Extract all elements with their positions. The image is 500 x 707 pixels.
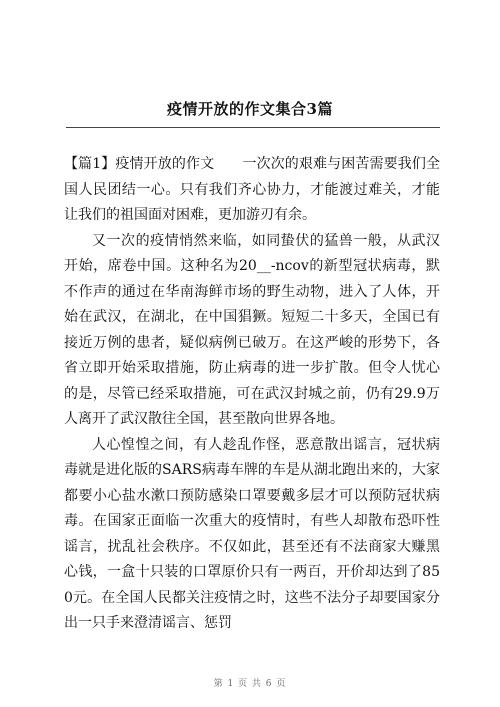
paragraph-2: 又一次的疫情悄然来临，如同蛰伏的猛兽一般，从武汉开始，席卷中国。这种名为20__-ncov的新型冠状病毒，默不作声的通过在华南海鲜市场的野生动物，进入了人体，开始在武汉，在湖北，在中国猖獗。短短二十多天，全国已有接近万例的患者，疑似病例已破万。在这严峻的形势下，各省立即开始采取措施，防止病毒的进一步扩散。但令人忧心的是，尽管已经采取措施，可在武汉封城之前，仍有29.9万人离开了武汉散往全国，甚至散向世界各地。 bbox=[64, 232, 440, 427]
page-footer: 第 1 页 共 6 页 bbox=[213, 679, 287, 689]
document-title: 疫情开放的作文集合3篇 bbox=[167, 100, 333, 118]
title-divider bbox=[66, 127, 440, 128]
document-body bbox=[64, 152, 440, 637]
paragraph-1: 【篇1】疫情开放的作文 一次次的艰难与困苦需要我们全国人民团结一心。只有我们齐心协力，才能渡过难关，才能让我们的祖国面对困难，更加游刃有余。 bbox=[64, 156, 440, 223]
paragraph-3: 人心惶惶之间，有人趁乱作怪，恶意散出谣言，冠状病毒就是进化版的SARS病毒车牌的车是从湖北跑出来的，大家都要小心盐水漱口预防感染口罩要戴多层才可以预防冠状病毒。在国家正面临一次重大的疫情时，有些人却散布恐吓性谣言，扰乱社会秩序。不仅如此，甚至还有不法商家大赚黑心钱，一盒十只装的口罩原价只有一两百，开价却达到了850元。在全国人民都关注疫情之时，这些不法分子却要国家分出一只手来澄清谣言、惩罚 bbox=[64, 436, 440, 631]
